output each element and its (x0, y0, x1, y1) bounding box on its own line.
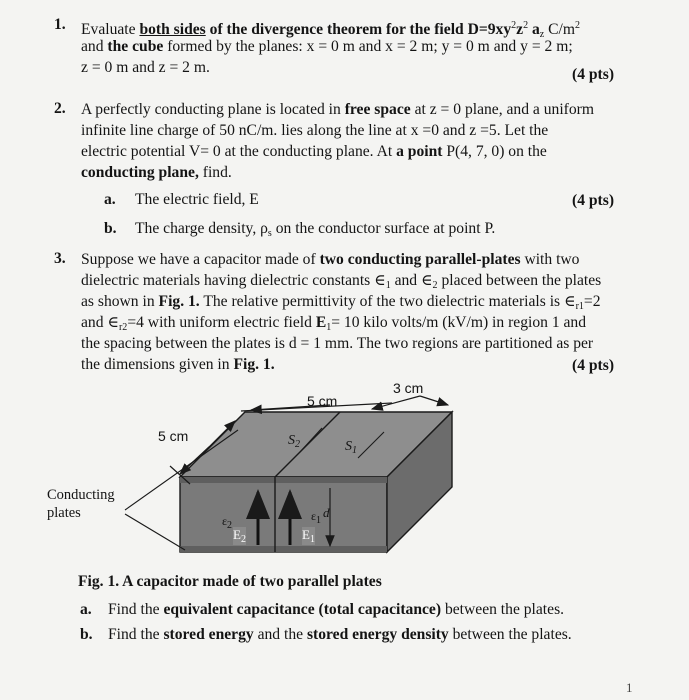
q1-line-3: z = 0 m and z = 2 m. (81, 59, 210, 76)
q2-part-b-text: The charge density, $\rho_s$ on the conductor surface at point P. (135, 220, 496, 239)
conducting-leader-bottom (125, 514, 185, 550)
q2-part-b-label: b. (104, 220, 117, 237)
q2-line-2: infinite line charge of 50 nC/m. lies along the line at x =0 and z =5. Let the (81, 122, 549, 139)
bottom-plate-strip (180, 546, 387, 552)
plates-label: plates (47, 505, 81, 521)
q2-part-a-text: The electric field, E (135, 191, 259, 208)
box-front-face (180, 477, 387, 552)
q3-line-4: and $\in_{r2}=4$ with uniform electric field $E_1= 10$ kilo volts/m (kV/m) in region 1 and (81, 314, 587, 333)
conducting-label: Conducting (47, 487, 115, 503)
q3-line-6: the dimensions given in Fig. 1. (81, 356, 275, 373)
q3-line-2: dielectric materials having dielectric constants $\in_1$ and $\in_2$ placed between the plates (81, 272, 602, 291)
dim-3cm-arrow-left (372, 396, 420, 409)
figure-caption: Fig. 1. A capacitor made of two parallel plates (78, 573, 382, 590)
dim-3cm-arrow-right (420, 396, 448, 405)
q2-part-a-label: a. (104, 191, 116, 208)
fig-part-a-text: Find the equivalent capacitance (total capacitance) between the plates. (108, 601, 565, 618)
dim-5cm-side-label: 5 cm (158, 428, 189, 444)
fig-part-b-text: Find the stored energy and the stored energy density between the plates. (108, 626, 572, 643)
page-number: 1 (626, 680, 633, 695)
e2-label: $E_2$ (233, 527, 246, 545)
q1-line-2: and the cube formed by the planes: x = 0 m and x = 2 m; y = 0 m and y = 2 m; (81, 38, 573, 55)
fig-part-a-label: a. (80, 601, 92, 618)
fig-part-b-label: b. (80, 626, 93, 643)
q2-part-a-points: (4 pts) (572, 192, 615, 209)
label-s1: $S_1$ (345, 439, 357, 456)
q3-line-3: as shown in Fig. 1. The relative permittivity of the two dielectric materials is $\in_{r1}=2$ (81, 293, 601, 312)
d-label: d (323, 505, 330, 520)
top-plate-strip (180, 477, 387, 483)
dim-3cm-label: 3 cm (393, 380, 424, 396)
q2-line-3: electric potential V= 0 at the conducting plane. At a point P(4, 7, 0) on the (81, 143, 547, 160)
q3-line-1: Suppose we have a capacitor made of two conducting parallel-plates with two (81, 251, 580, 268)
eps2-label: $\varepsilon_2$ (222, 514, 233, 531)
q1-points: (4 pts) (572, 66, 615, 83)
dim-5cm-top-label: 5 cm (307, 393, 338, 409)
eps1-label: $\varepsilon_1$ (311, 509, 322, 526)
e1-label: $E_1$ (302, 527, 315, 545)
q2-line-4: conducting plane, find. (81, 164, 232, 181)
q3-line-5: the spacing between the plates is d = 1 mm. The two regions are partitioned as per (81, 335, 594, 352)
q1-number: 1. (54, 16, 66, 33)
q3-number: 3. (54, 250, 66, 267)
q3-points: (4 pts) (572, 357, 615, 374)
q2-line-1: A perfectly conducting plane is located in free space at z = 0 plane, and a uniform (81, 101, 594, 118)
label-s2: $S_2$ (288, 433, 300, 450)
q2-number: 2. (54, 100, 66, 117)
q1-line-1: Evaluate both sides of the divergence theorem for the field $D=9xy^2z^2$ $a_z$ $C/m^2$ (81, 20, 580, 40)
